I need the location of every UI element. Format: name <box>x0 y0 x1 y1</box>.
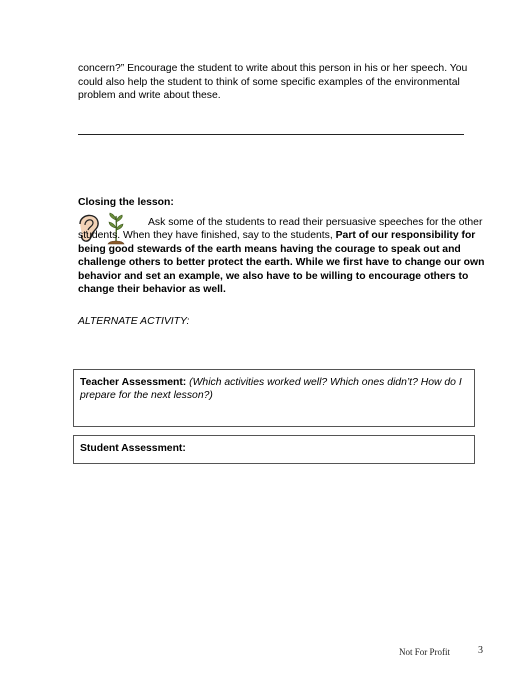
student-assessment-box <box>73 435 475 464</box>
page-number: 3 <box>478 645 483 656</box>
closing-paragraph <box>78 216 488 296</box>
student-assessment-label: Student Assessment: <box>80 443 186 454</box>
closing-text-bold: Part of our responsibility for being good stewards of the earth means having the courage to speak out and challenge others to better protect the earth. While we first have to change our own behavior and set an example, we also have to be willing to encourage others to change their behavior as well. <box>78 230 485 296</box>
closing-heading: Closing the lesson: <box>78 197 174 208</box>
horizontal-rule <box>78 134 464 135</box>
footer-text: Not For Profit <box>399 647 451 657</box>
teacher-assessment-label: Teacher Assessment: <box>80 377 187 388</box>
intro-paragraph: concern?” Encourage the student to write about this person in his or her speech. You could also help the student to think of some specific examples of the environmental problem and write about these. <box>78 63 468 102</box>
closing-text-plain: Ask some of the students to read their persuasive speeches for the other students. When they have finished, say to the students, <box>78 217 483 242</box>
alternate-activity: ALTERNATE ACTIVITY: <box>78 316 190 327</box>
teacher-assessment-prompt: (Which activities worked well? Which ones didn’t? How do I prepare for the next lesson?) <box>80 377 462 402</box>
teacher-assessment-box <box>73 369 475 427</box>
